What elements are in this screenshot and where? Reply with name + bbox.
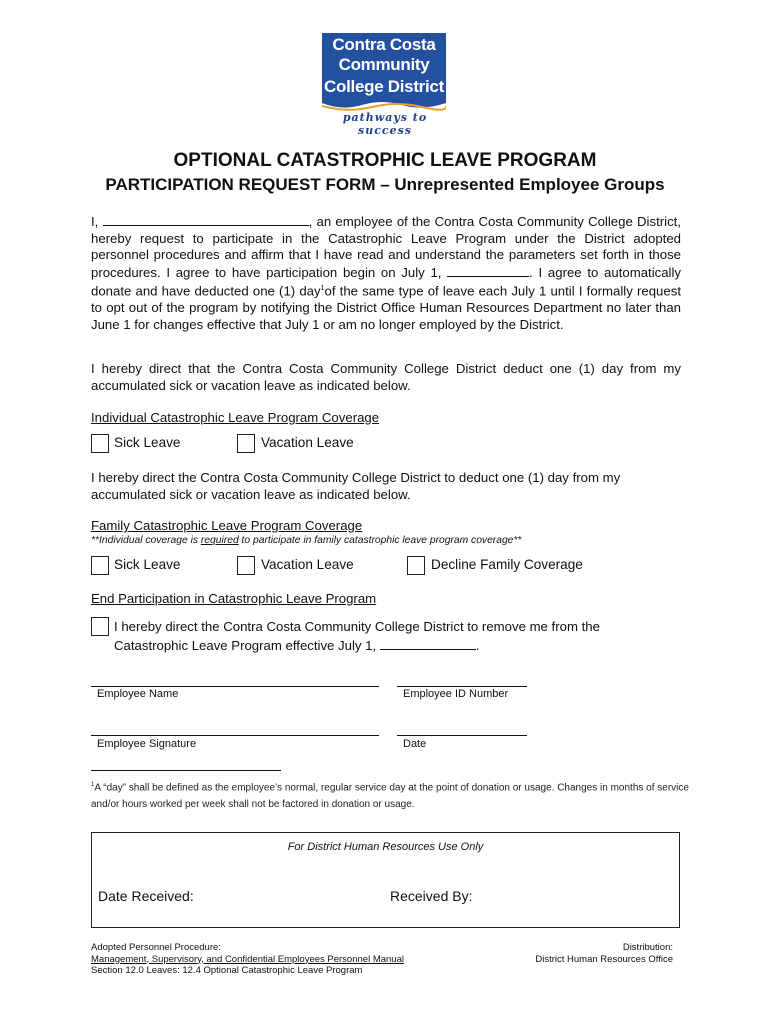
footnote-divider (91, 770, 281, 771)
footnote-text: A “day” shall be defined as the employee’s normal, regular service day at the point of donation or usage. Changes in months of service and/or hours worked per week shall not be factored in donation or usage. (91, 782, 689, 811)
family-sick-leave-label: Sick Leave (114, 557, 181, 572)
date-received-label: Date Received: (98, 888, 194, 904)
form-subtitle: PARTICIPATION REQUEST FORM – Unrepresented Employee Groups (105, 175, 665, 194)
hr-box-title: For District Human Resources Use Only (287, 841, 484, 853)
logo-line-3: College District (324, 77, 444, 96)
form-title: OPTIONAL CATASTROPHIC LEAVE PROGRAM (173, 150, 597, 171)
employee-id-line[interactable] (397, 686, 527, 687)
individual-vacation-leave-checkbox[interactable] (237, 434, 255, 453)
footer-procedure-line-3: Section 12.0 Leaves: 12.4 Optional Catastrophic Leave Program (91, 965, 363, 976)
request-text-1: , an employee of the Contra Costa Community College District, hereby request to participate in the Catastrophic Leave Program under the District adopted personnel procedures and affirm that I have read and understand the parameters set forth in those procedures. I agree to have participation begin on July 1, (91, 214, 681, 280)
date-label: Date (403, 738, 427, 750)
family-vacation-leave-checkbox[interactable] (237, 556, 255, 575)
employee-signature-line[interactable] (91, 735, 379, 736)
note-text-before: **Individual coverage is (91, 535, 201, 546)
start-year-blank[interactable] (447, 264, 529, 277)
hr-use-only-box (91, 832, 680, 928)
district-logo (322, 33, 446, 137)
individual-sick-leave-label: Sick Leave (114, 435, 181, 450)
footer-procedure-line-1: Adopted Personnel Procedure: (91, 942, 221, 953)
end-participation-heading: End Participation in Catastrophic Leave Program (91, 591, 377, 606)
logo-line-2: Community (338, 55, 430, 74)
footnote-mark: 1 (320, 285, 325, 293)
end-participation-checkbox[interactable] (91, 617, 109, 636)
request-text-3: of the same type of leave each July 1 until I formally request to opt out of the program by notifying the District Office Human Resources Department no later than June 1 for changes effective that July 1 or am no longer employed by the District. (91, 283, 681, 332)
direct-paragraph-1: I hereby direct that the Contra Costa Community College District deduct one (1) day from my accumulated sick or vacation leave as indicated below. (91, 361, 681, 393)
individual-sick-leave-checkbox[interactable] (91, 434, 109, 453)
decline-family-coverage-checkbox[interactable] (407, 556, 425, 575)
family-sick-leave-checkbox[interactable] (91, 556, 109, 575)
date-line[interactable] (397, 735, 527, 736)
logo-line-1: Contra Costa (332, 35, 436, 54)
employee-name-blank[interactable] (103, 213, 309, 226)
direct-paragraph-2: I hereby direct the Contra Costa Community College District to deduct one (1) day from my accumulated sick or vacation leave as indicated below. (91, 470, 621, 502)
footer-procedure (91, 942, 404, 977)
request-paragraph (91, 213, 681, 334)
family-vacation-leave-label: Vacation Leave (261, 557, 354, 572)
end-text-before: I hereby direct the Contra Costa Community College District to remove me from the Catastrophic Leave Program effective July 1, (114, 619, 600, 653)
footer-distribution-line-1: Distribution: (622, 942, 673, 953)
footnote (91, 777, 691, 813)
family-coverage-note (91, 535, 521, 546)
logo-tagline: pathways to success (342, 111, 428, 137)
footer-distribution-line-2: District Human Resources Office (535, 953, 673, 965)
end-text-after: . (475, 638, 480, 653)
individual-vacation-leave-label: Vacation Leave (261, 435, 354, 450)
footer-distribution (500, 942, 673, 965)
decline-family-coverage-label: Decline Family Coverage (431, 557, 583, 572)
request-text-2: . I agree to automatically donate and have deducted one (1) day (91, 264, 682, 299)
individual-coverage-heading: Individual Catastrophic Leave Program Coverage (91, 410, 380, 425)
employee-name-line[interactable] (91, 686, 379, 687)
employee-name-label: Employee Name (97, 688, 179, 700)
footer-procedure-line-2: Management, Supervisory, and Confidential Employees Personnel Manual (91, 953, 404, 965)
request-prefix: I, (91, 214, 103, 229)
end-participation-text (114, 617, 654, 655)
family-coverage-heading: Family Catastrophic Leave Program Coverage (91, 518, 363, 533)
employee-signature-label: Employee Signature (97, 738, 197, 750)
footnote-number: 1 (91, 782, 95, 788)
employee-id-label: Employee ID Number (403, 688, 509, 700)
end-year-blank[interactable] (380, 637, 476, 650)
received-by-label: Received By: (390, 888, 473, 904)
note-text-after: to participate in family catastrophic leave program coverage** (238, 535, 522, 546)
note-emphasis: required (200, 535, 239, 546)
